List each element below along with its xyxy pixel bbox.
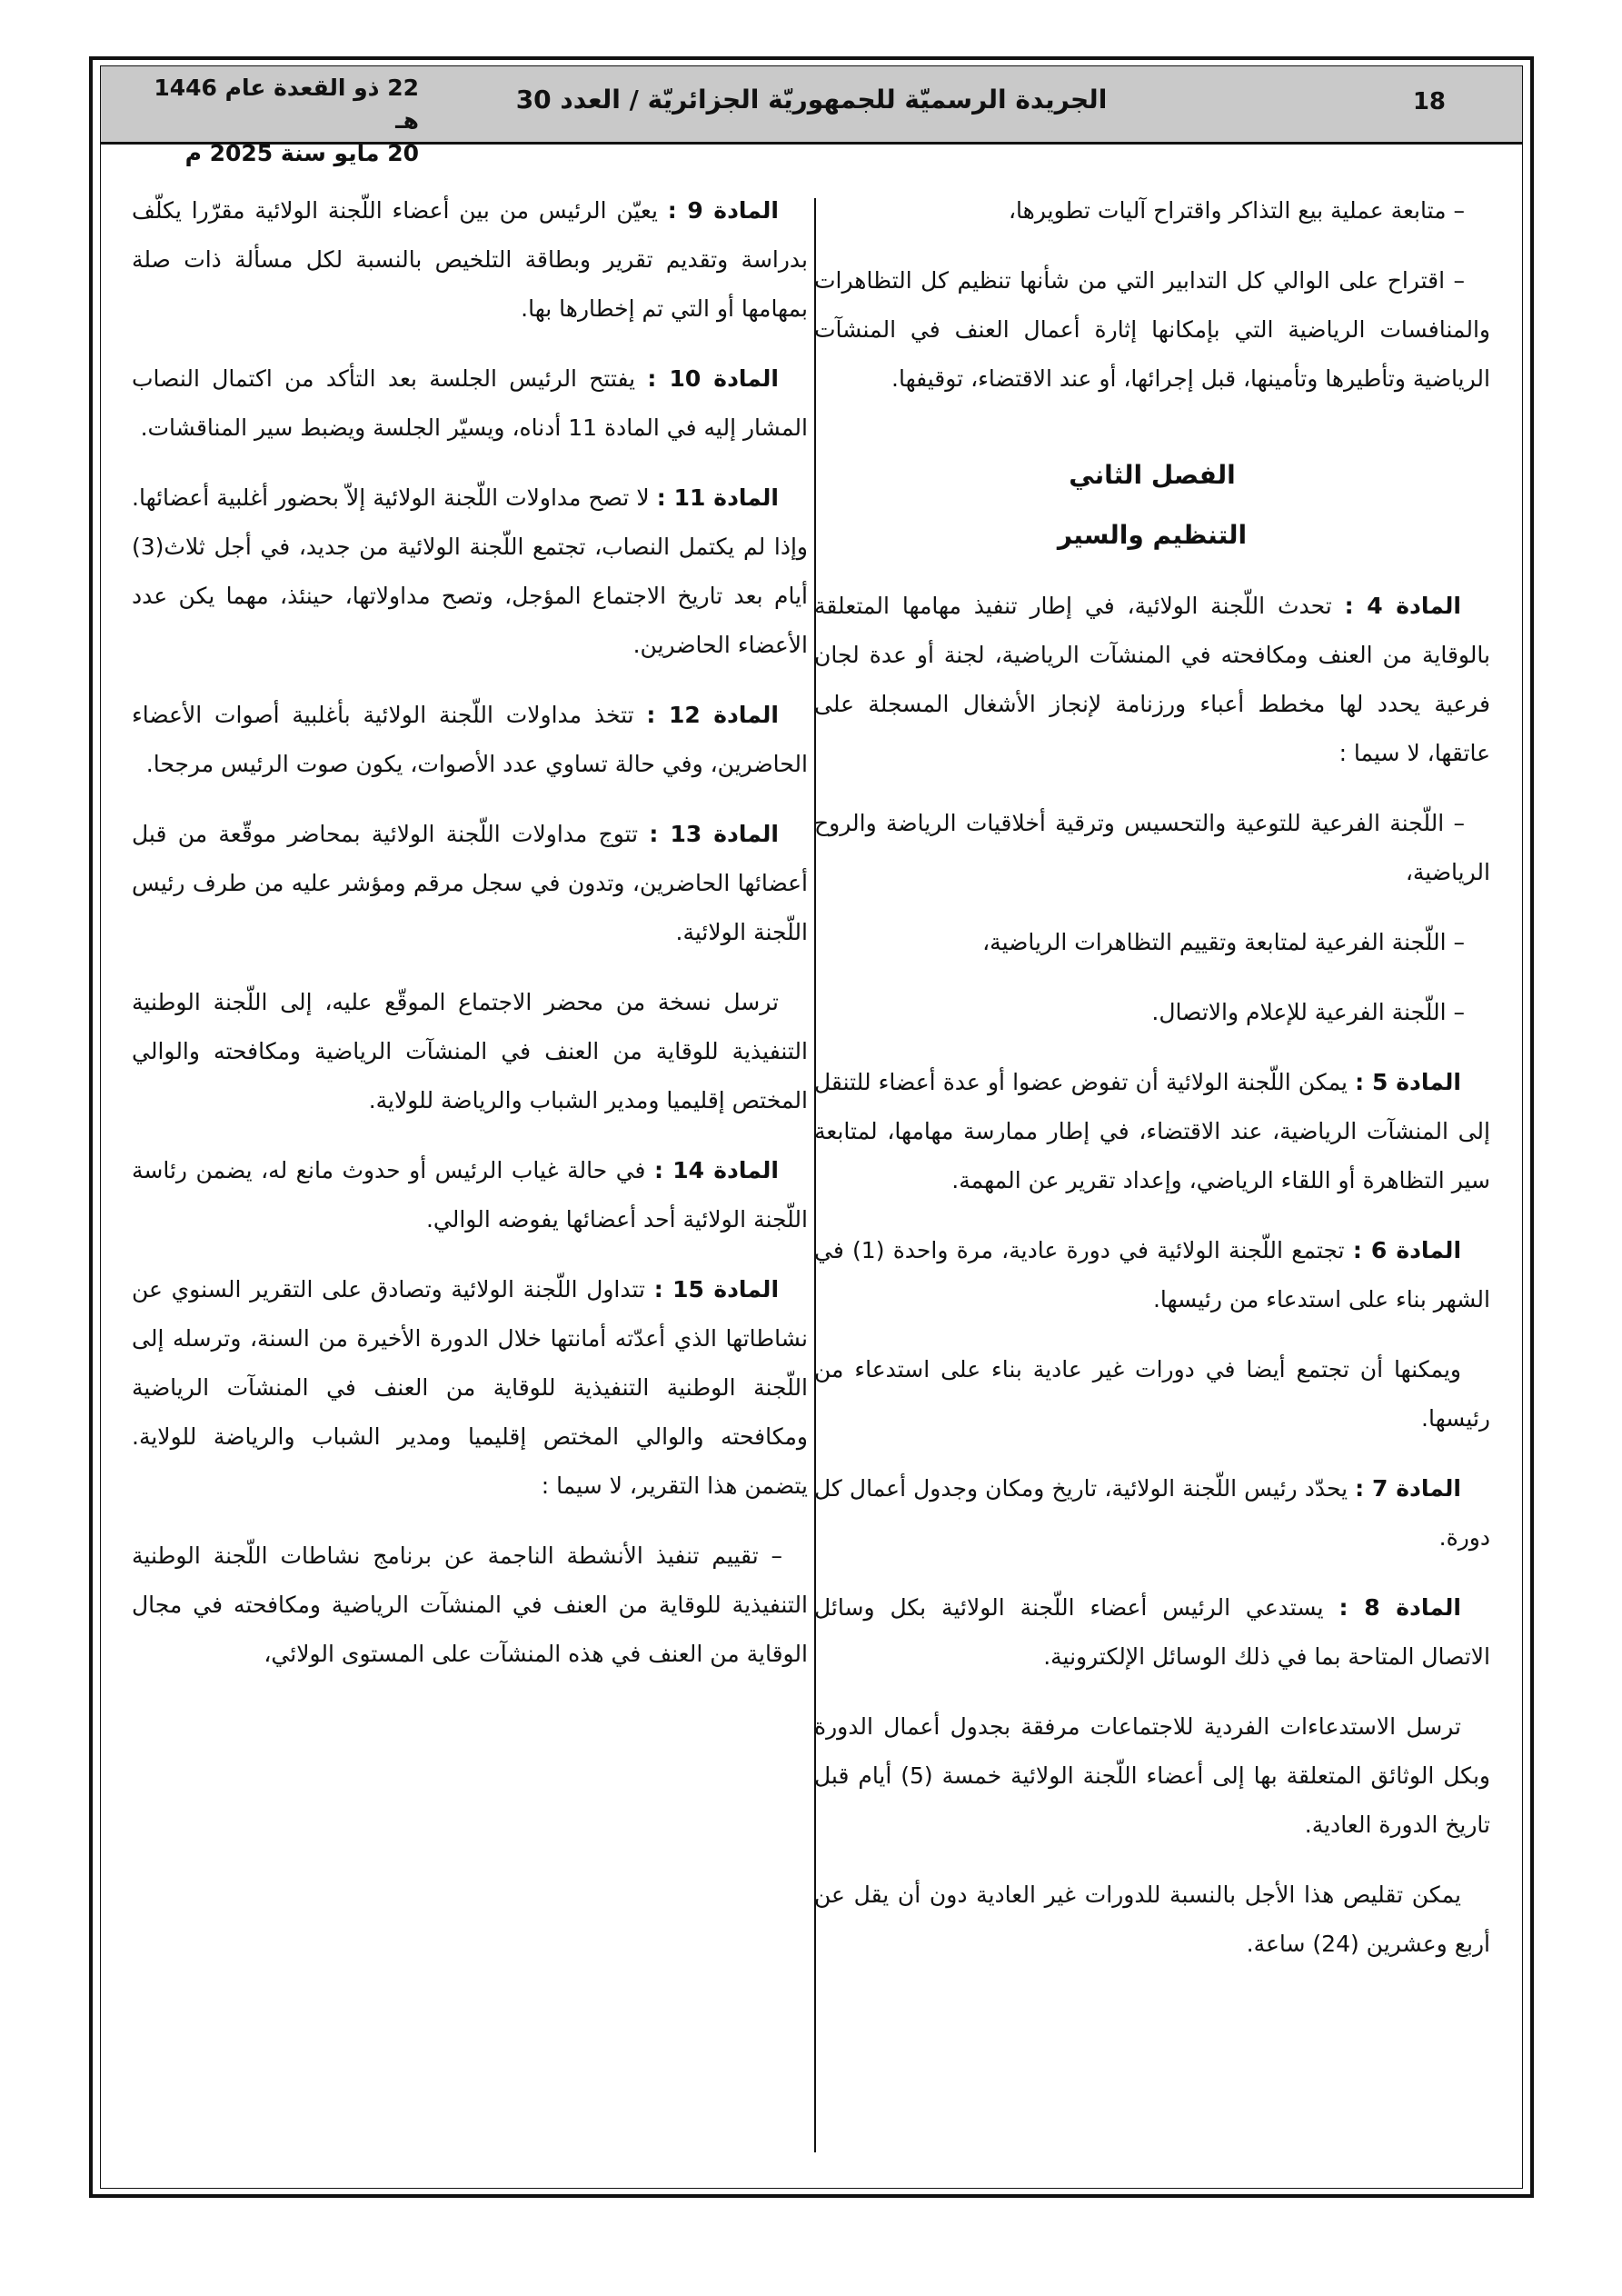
left-column — [132, 186, 808, 1700]
article-label: المادة 10 : — [647, 365, 780, 392]
article-7 — [814, 1464, 1490, 1562]
list-item: – تقييم تنفيذ الأنشطة الناجمة عن برنامج نشاطات اللّجنة الوطنية التنفيذية للوقاية من العنف في المنشآت الرياضية ومكافحته في مجال الوقاية من العنف في هذه المنشآت على المستوى الولائي، — [132, 1542, 808, 1667]
paragraph: يمكن تقليص هذا الأجل بالنسبة للدورات غير العادية دون أن يقل عن أربع وعشرين (24) ساعة. — [814, 1882, 1490, 1957]
issue-date — [146, 72, 419, 170]
paragraph: ترسل الاستدعاءات الفردية للاجتماعات مرفقة بجدول أعمال الدورة وبكل الوثائق المتعلقة بها إلى أعضاء اللّجنة الولائية خمسة (5) أيام قبل تاريخ الدورة العادية. — [814, 1713, 1490, 1838]
article-12 — [132, 691, 808, 789]
chapter-title: الفصل الثاني — [1069, 460, 1236, 490]
article-11 — [132, 474, 808, 670]
article-text: تتخذ مداولات اللّجنة الولائية بأغلبية أصوات الأعضاء الحاضرين، وفي حالة تساوي عدد الأصوات، يكون صوت الرئيس مرجحا. — [132, 702, 808, 777]
article-text: في حالة غياب الرئيس أو حدوث مانع له، يضمن رئاسة اللّجنة الولائية أحد أعضائها يفوضه الوالي. — [132, 1157, 808, 1233]
gazette-title: الجريدة الرسميّة للجمهوريّة الجزائريّة / العدد 30 — [515, 85, 1108, 115]
article-text: تتوج مداولات اللّجنة الولائية بمحاضر موقّعة من قبل أعضائها الحاضرين، وتدون في سجل مرقم ومؤشر عليه من طرف رئيس اللّجنة الولائية. — [132, 821, 808, 945]
article-text: تجتمع اللّجنة الولائية في دورة عادية، مرة واحدة (1) في الشهر بناء على استدعاء من رئيسها. — [814, 1237, 1490, 1313]
gazette-header — [101, 66, 1522, 166]
list-item: – اقتراح على الوالي كل التدابير التي من شأنها تنظيم كل التظاهرات والمنافسات الرياضية التي بإمكانها إثارة أعمال العنف في المنشآت الرياضية وتأطيرها وتأمينها، قبل إجرائها، أو عند الاقتضاء، توقيفها. — [814, 267, 1490, 392]
article-text: يمكن اللّجنة الولائية أن تفوض عضوا أو عدة أعضاء للتنقل إلى المنشآت الرياضية، عند الاقتضاء، في إطار ممارسة مهامها، لمتابعة سير التظاهرة أو اللقاء الرياضي، وإعداد تقرير عن المهمة. — [814, 1069, 1490, 1193]
article-label: المادة 12 : — [646, 702, 779, 728]
article-label: المادة 9 : — [667, 197, 780, 224]
article-label: المادة 8 : — [1338, 1594, 1461, 1621]
article-text: يعيّن الرئيس من بين أعضاء اللّجنة الولائية مقرّرا يكلّف بدراسة وتقديم تقرير وبطاقة التلخيص بالنسبة لكل مسألة ذات صلة بمهامها أو التي تم إخطارها بها. — [132, 197, 808, 322]
right-column — [814, 186, 1490, 1990]
hijri-date: 22 ذو القعدة عام 1446 هـ — [154, 75, 419, 134]
article-6 — [814, 1226, 1490, 1324]
list-item: – اللّجنة الفرعية للتوعية والتحسيس وترقية أخلاقيات الرياضة والروح الرياضية، — [814, 810, 1490, 885]
article-label: المادة 4 : — [1344, 593, 1461, 619]
gregorian-date: 20 مايو سنة 2025 م — [184, 140, 419, 166]
article-15 — [132, 1265, 808, 1511]
article-text: لا تصح مداولات اللّجنة الولائية إلاّ بحضور أغلبية أعضائها. وإذا لم يكتمل النصاب، تجتمع اللّجنة الولائية من جديد، في أجل ثلاث(3) أيام بعد تاريخ الاجتماع المؤجل، وتصح مداولاتها، حينئذ، مهما يكن عدد الأعضاء الحاضرين. — [132, 484, 808, 658]
article-label: المادة 13 : — [649, 821, 779, 847]
article-label: المادة 6 : — [1352, 1237, 1462, 1263]
list-item: – متابعة عملية بيع التذاكر واقتراح آليات تطويرها، — [1008, 197, 1465, 224]
article-label: المادة 11 : — [656, 484, 780, 511]
article-text: يستدعي الرئيس أعضاء اللّجنة الولائية بكل وسائل الاتصال المتاحة بما في ذلك الوسائل الإلكترونية. — [814, 1594, 1490, 1670]
article-label: المادة 14 : — [654, 1157, 779, 1183]
paragraph: ترسل نسخة من محضر الاجتماع الموقّع عليه، إلى اللّجنة الوطنية التنفيذية للوقاية من العنف في المنشآت الرياضية ومكافحته والوالي المختص إقليميا ومدير الشباب والرياضة للولاية. — [132, 989, 808, 1113]
paragraph: ويمكنها أن تجتمع أيضا في دورات غير عادية بناء على استدعاء من رئيسها. — [814, 1356, 1490, 1432]
article-9 — [132, 186, 808, 334]
page-number: 18 — [1412, 88, 1446, 115]
article-label: المادة 7 : — [1355, 1475, 1461, 1502]
article-10 — [132, 354, 808, 453]
list-item: – اللّجنة الفرعية للإعلام والاتصال. — [1151, 999, 1465, 1025]
article-label: المادة 5 : — [1355, 1069, 1461, 1095]
article-4 — [814, 582, 1490, 778]
article-text: تتداول اللّجنة الولائية وتصادق على التقرير السنوي عن نشاطاتها الذي أعدّته أمانتها خلال الدورة الأخيرة من السنة، وترسله إلى اللّجنة الوطنية التنفيذية للوقاية من العنف في المنشآت الرياضية ومكافحته والوالي المختص إقليميا ومدير الشباب والرياضة للولاية. يتضمن هذا التقرير، لا سيما : — [132, 1276, 808, 1499]
article-13 — [132, 810, 808, 957]
section-title: التنظيم والسير — [1057, 520, 1248, 550]
article-text: يحدّد رئيس اللّجنة الولائية، تاريخ ومكان وجدول أعمال كل دورة. — [814, 1475, 1490, 1551]
article-5 — [814, 1058, 1490, 1205]
article-8 — [814, 1583, 1490, 1682]
article-14 — [132, 1146, 808, 1244]
article-label: المادة 15 : — [653, 1276, 780, 1303]
list-item: – اللّجنة الفرعية لمتابعة وتقييم التظاهرات الرياضية، — [982, 929, 1465, 955]
article-text: تحدث اللّجنة الولائية، في إطار تنفيذ مهامها المتعلقة بالوقاية من العنف ومكافحته في المنشآت الرياضية، لجنة أو عدة لجان فرعية يحدد لها مخطط أعباء ورزنامة لإنجاز الأشغال المسجلة على عاتقها، لا سيما : — [814, 593, 1490, 766]
article-text: يفتتح الرئيس الجلسة بعد التأكد من اكتمال النصاب المشار إليه في المادة 11 أدناه، ويسيّر الجلسة ويضبط سير المناقشات. — [132, 365, 808, 441]
